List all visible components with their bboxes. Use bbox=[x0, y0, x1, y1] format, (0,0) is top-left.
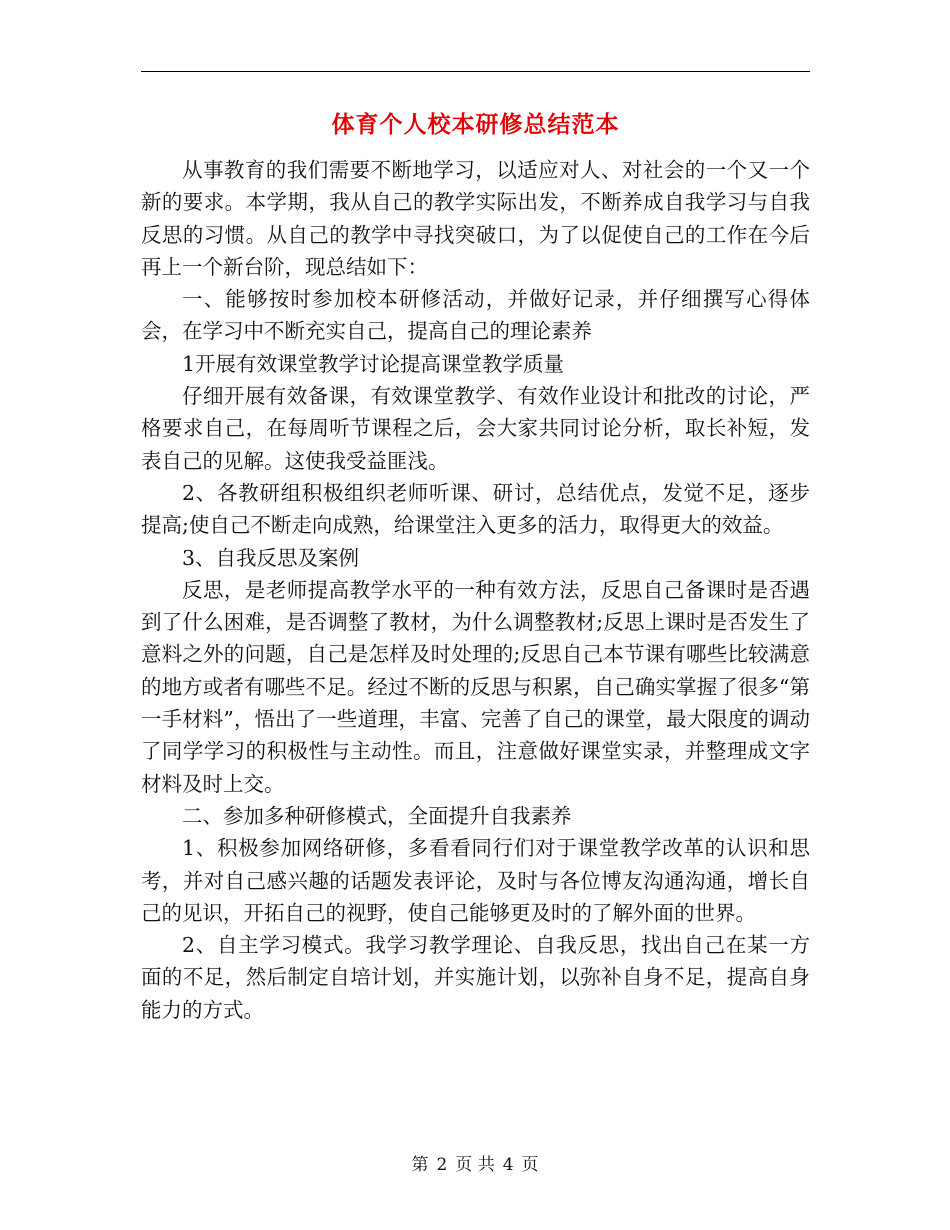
paragraph-section-2-heading: 二、参加多种研修模式，全面提升自我素养 bbox=[182, 803, 572, 828]
document-title: 体育个人校本研修总结范本 bbox=[331, 111, 620, 138]
header-rule bbox=[141, 71, 810, 72]
document-body bbox=[141, 154, 810, 1026]
footer-suffix: 页 bbox=[521, 1155, 539, 1175]
paragraph-section-2-item-1: 1、积极参加网络研修，多看看同行们对于课堂教学改革的认识和思考，并对自己感兴趣的话题发表评论，及时与各位博友沟通沟通，增长自己的见识，开拓自己的视野，使自己能够更及时的了解外面的世界。 bbox=[141, 836, 810, 925]
paragraph-section-2-item-2: 2、自主学习模式。我学习教学理论、自我反思，找出自己在某一方面的不足，然后制定自培计划，并实施计划，以弥补自身不足，提高自身能力的方式。 bbox=[141, 933, 810, 1022]
footer-prefix: 第 bbox=[411, 1155, 429, 1175]
paragraph-item-1-heading: 1开展有效课堂教学讨论提高课堂教学质量 bbox=[182, 351, 565, 376]
paragraph-item-1-body: 仔细开展有效备课，有效课堂教学、有效作业设计和批改的讨论，严格要求自己，在每周听节课程之后，会大家共同讨论分析，取长补短，发表自己的见解。这使我受益匪浅。 bbox=[141, 384, 810, 473]
paragraph-section-1-heading: 一、能够按时参加校本研修活动，并做好记录，并仔细撰写心得体会，在学习中不断充实自己，提高自己的理论素养 bbox=[141, 287, 810, 344]
paragraph-item-3-body: 反思，是老师提高教学水平的一种有效方法，反思自己备课时是否遇到了什么困难，是否调整了教材，为什么调整教材;反思上课时是否发生了意料之外的问题，自己是怎样及时处理的;反思自己本节课有哪些比较满意的地方或者有哪些不足。经过不断的反思与积累，自己确实掌握了很多“第一手材料”，悟出了一些道理，丰富、完善了自己的课堂，最大限度的调动了同学学习的积极性与主动性。而且，注意做好课堂实录，并整理成文字材料及时上交。 bbox=[141, 577, 810, 796]
footer-total-pages: 4 bbox=[502, 1155, 514, 1175]
footer-page-number: 2 bbox=[436, 1155, 448, 1175]
paragraph-intro: 从事教育的我们需要不断地学习，以适应对人、对社会的一个又一个新的要求。本学期，我从自己的教学实际出发，不断养成自我学习与自我反思的习惯。从自己的教学中寻找突破口，为了以促使自己的工作在今后再上一个新台阶，现总结如下： bbox=[141, 158, 810, 279]
paragraph-item-3-heading: 3、自我反思及案例 bbox=[182, 545, 360, 570]
page-footer bbox=[0, 1153, 950, 1177]
paragraph-item-2: 2、各教研组积极组织老师听课、研讨，总结优点，发觉不足，逐步提高;使自己不断走向成熟，给课堂注入更多的活力，取得更大的效益。 bbox=[141, 480, 810, 538]
footer-middle: 页 共 bbox=[455, 1155, 495, 1175]
